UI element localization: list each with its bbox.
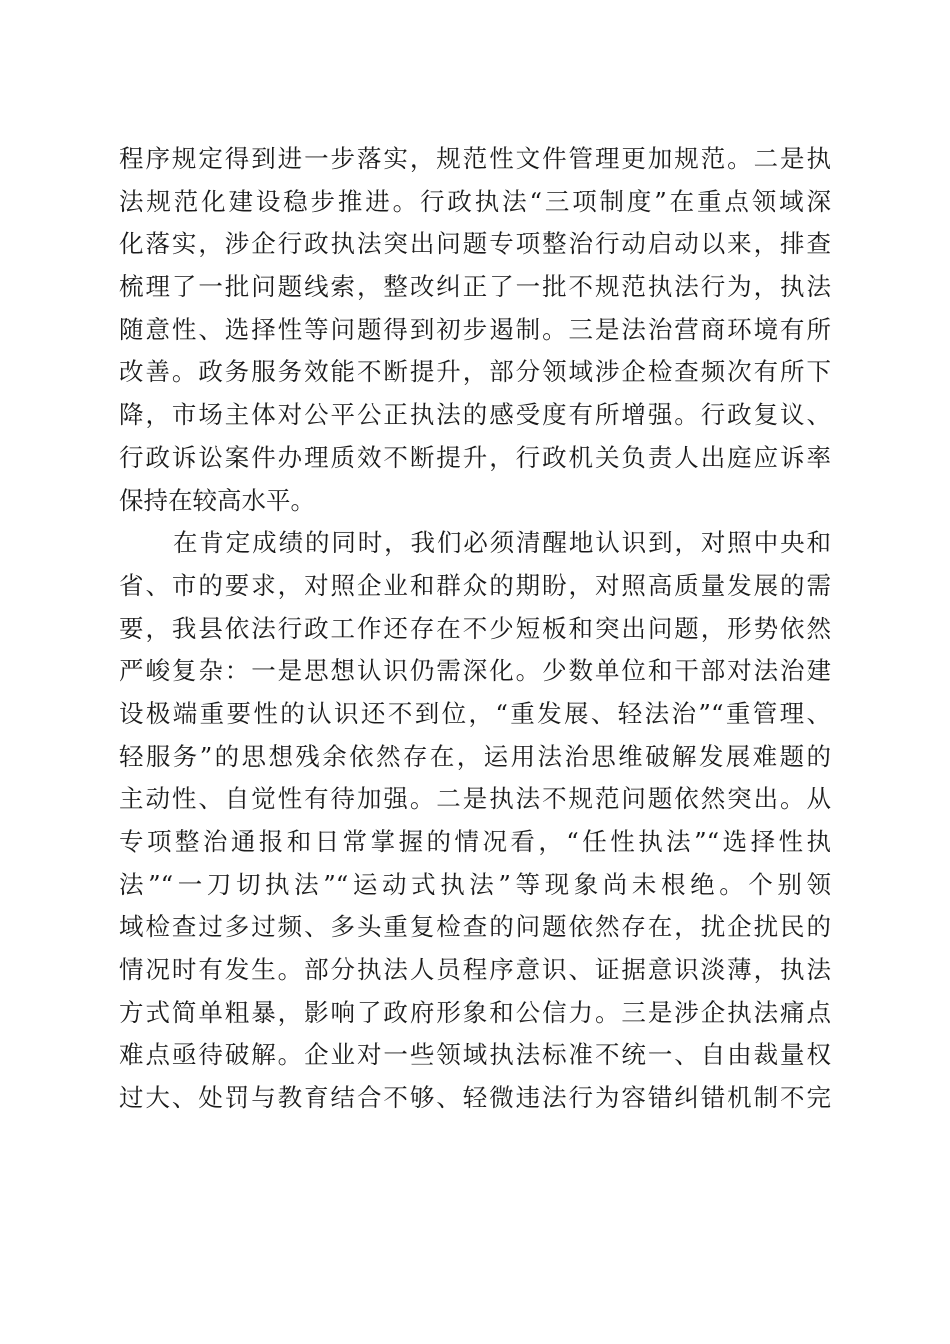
text-line: 法规范化建设稳步推进。行政执法“三项制度”在重点领域深 (119, 186, 831, 216)
text-line: 严峻复杂：一是思想认识仍需深化。少数单位和干部对法治建 (119, 656, 831, 686)
paragraph-end-line: 保持在较高水平。 (119, 485, 315, 515)
text-line: 降，市场主体对公平公正执法的感受度有所增强。行政复议、 (119, 400, 831, 430)
text-line: 法”“一刀切执法”“运动式执法”等现象尚未根绝。个别领 (119, 869, 831, 899)
text-line: 梳理了一批问题线索，整改纠正了一批不规范执法行为，执法 (119, 272, 831, 302)
text-line: 难点亟待破解。企业对一些领域执法标准不统一、自由裁量权 (119, 1040, 831, 1070)
text-line: 方式简单粗暴，影响了政府形象和公信力。三是涉企执法痛点 (119, 997, 831, 1027)
text-line: 行政诉讼案件办理质效不断提升，行政机关负责人出庭应诉率 (119, 442, 831, 472)
text-line: 要，我县依法行政工作还存在不少短板和突出问题，形势依然 (119, 613, 831, 643)
text-line: 随意性、选择性等问题得到初步遏制。三是法治营商环境有所 (119, 314, 831, 344)
text-line: 情况时有发生。部分执法人员程序意识、证据意识淡薄，执法 (119, 955, 831, 985)
text-line: 程序规定得到进一步落实，规范性文件管理更加规范。二是执 (119, 144, 831, 173)
paragraph-start-line: 在肯定成绩的同时，我们必须清醒地认识到，对照中央和 (173, 528, 831, 558)
text-line: 域检查过多过频、多头重复检查的问题依然存在，扰企扰民的 (119, 912, 831, 942)
body-text (119, 138, 831, 1120)
text-line: 化落实，涉企行政执法突出问题专项整治行动启动以来，排查 (119, 229, 831, 259)
text-line: 改善。政务服务效能不断提升，部分领域涉企检查频次有所下 (119, 357, 831, 387)
text-line: 专项整治通报和日常掌握的情况看，“任性执法”“选择性执 (119, 827, 831, 856)
text-line: 过大、处罚与教育结合不够、轻微违法行为容错纠错机制不完 (119, 1083, 831, 1113)
text-line: 轻服务”的思想残余依然存在，运用法治思维破解发展难题的 (119, 741, 831, 771)
text-line: 主动性、自觉性有待加强。二是执法不规范问题依然突出。从 (119, 784, 831, 814)
text-line: 省、市的要求，对照企业和群众的期盼，对照高质量发展的需 (119, 570, 831, 600)
text-line: 设极端重要性的认识还不到位，“重发展、轻法治”“重管理、 (119, 698, 831, 728)
